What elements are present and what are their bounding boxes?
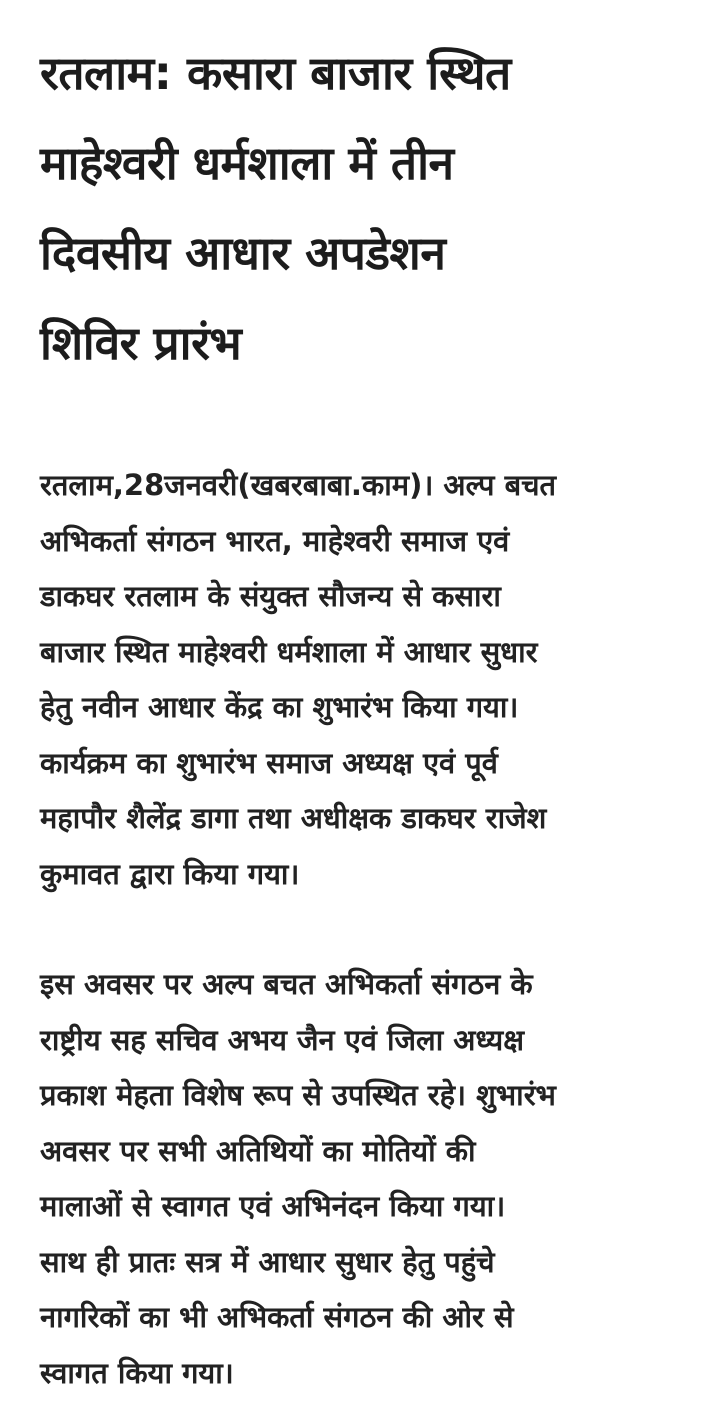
paragraph-line: अवसर पर सभी अतिथियों का मोतियों की	[40, 1133, 476, 1168]
headline-line: दिवसीय आधार अपडेशन	[40, 226, 446, 280]
paragraph-line: इस अवसर पर अल्प बचत अभिकर्ता संगठन के	[40, 967, 533, 1001]
headline-line: शिविर प्रारंभ	[40, 316, 242, 370]
paragraph-line: मालाओं से स्वागत एवं अभिनंदन किया गया।	[40, 1189, 506, 1223]
article-headline	[40, 28, 688, 388]
paragraph-line: नागरिकों का भी अभिकर्ता संगठन की ओर से	[40, 1300, 514, 1334]
headline-line: माहेश्वरी धर्मशाला में तीन	[40, 136, 454, 190]
paragraph-line: अभिकर्ता संगठन भारत, माहेश्वरी समाज एवं	[40, 523, 510, 558]
paragraph-line: रतलाम,28जनवरी(खबरबाबा.काम)। अल्प बचत	[40, 468, 557, 502]
paragraph-line: डाकघर रतलाम के संयुक्त सौजन्य से कसारा	[40, 579, 501, 613]
headline-line: रतलाम: कसारा बाजार स्थित	[40, 46, 511, 100]
paragraph-line: महापौर शैलेंद्र डागा तथा अधीक्षक डाकघर राजेश	[40, 801, 547, 835]
news-article	[40, 28, 688, 1401]
paragraph-line: बाजार स्थित माहेश्वरी धर्मशाला में आधार सुधार	[40, 634, 538, 669]
paragraph-line: राष्ट्रीय सह सचिव अभय जैन एवं जिला अध्यक्ष	[40, 1022, 524, 1057]
paragraph-line: स्वागत किया गया।	[40, 1355, 234, 1390]
article-paragraph-2	[40, 957, 688, 1401]
paragraph-line: प्रकाश मेहता विशेष रूप से उपस्थित रहे। शुभारंभ	[40, 1078, 556, 1112]
paragraph-line: हेतु नवीन आधार केंद्र का शुभारंभ किया गया।	[40, 690, 519, 724]
article-paragraph-1	[40, 458, 688, 902]
paragraph-line: कुमावत द्वारा किया गया।	[40, 856, 300, 891]
paragraph-line: साथ ही प्रातः सत्र में आधार सुधार हेतु पहुंचे	[40, 1244, 495, 1279]
paragraph-line: कार्यक्रम का शुभारंभ समाज अध्यक्ष एवं पूर्व	[40, 745, 498, 780]
